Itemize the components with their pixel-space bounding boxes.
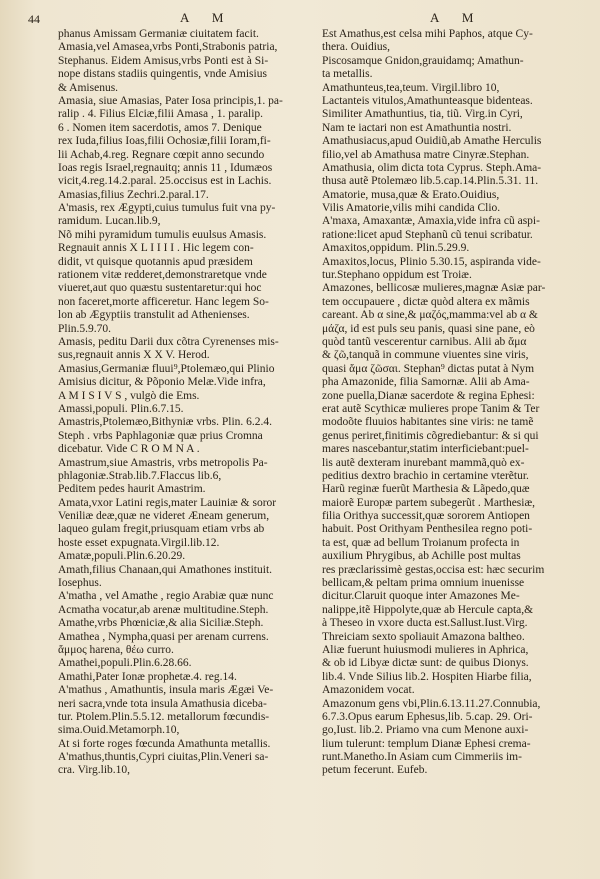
text-line: à Theseo in vxore ducta est.Sallust.Iust.Virg. [322,617,528,630]
text-line: 6 . Nomen item sacerdotis, amos 7. Denique [58,121,262,134]
text-line: laqueo gulam fregit,priusquam etiam vrbs ab [58,523,265,536]
text-line: A'mathus,thuntis,Cypri ciuitas,Plin.Veneri sa- [58,751,269,764]
text-line: ta est, quæ ad bellum Troianum profecta in [322,536,520,549]
text-line: dicebatur. Vide C R O M N A . [58,443,200,456]
text-line: Amasia,vel Amasea,vrbs Ponti,Strabonis patria, [58,41,278,54]
text-line: Peditem pedes haurit Amastrim. [58,483,206,496]
text-line: Amaxitos,oppidum. Plin.5.29.9. [322,242,470,255]
text-line: Harũ reginæ fuerũt Marthesia & Lãpedo,quæ [322,483,530,496]
text-line: filio,vel ab Amathusa matre Cinyræ.Stephan. [322,148,530,161]
text-line: Amazonidem vocat. [322,684,415,697]
text-line: At si forte roges fœcunda Amathunta metallis. [58,737,271,750]
running-head-right: A M [430,10,484,25]
text-line: A M I S I V S , vulgò die Ems. [58,389,200,402]
text-line: Nam te iactari non est Amathuntia nostri. [322,121,512,134]
text-line: vicit,4.reg.14.2.paral. 25.occisus est in Lachis. [58,175,272,188]
text-line: didit, vt quisque quotannis apud præsidem [58,255,253,268]
text-line: neri sacra,vnde tota insula Amathusia diceba- [58,697,267,710]
text-line: Amathea , Nympha,quasi per arenam currens. [58,630,269,643]
text-line: Amasius,Germaniæ fluui⁹,Ptolemæo,qui Plinio [58,362,275,375]
text-line: Steph . vrbs Paphlagoniæ quæ prius Cromna [58,429,263,442]
text-line: nalippe,itẽ Hippolyte,quæ ab Hercule capta,& [322,603,534,616]
text-line: Iosephus. [58,577,102,590]
text-line: tur.Stephano oppidum est Troiæ. [322,269,472,282]
text-line: rationem vitæ redderet,demonstraretque vnde [58,269,267,282]
text-line: maiorẽ Europæ partem subegerũt . Marthesiæ, [322,496,536,509]
text-line: dicitur.Claruit quoque inter Amazones Me- [322,590,520,603]
text-line: Piscosamque Gnidon,grauidamq; Amathun- [322,54,524,67]
text-line: viueret,aut quo quæstu sustentaretur:qui hoc [58,282,262,295]
text-line: Amastrum,siue Amastris, vrbs metropolis Pa- [58,456,268,469]
text-line: lon ab Ægyptiis transtulit ad Athenienses. [58,309,250,322]
text-line: Acmatha vocatur,ab arenæ multitudine.Steph. [58,603,269,616]
text-line: peditius dextro brachio in certamine vterẽtur. [322,469,529,482]
text-line: A'mathus , Amathuntis, insula maris Ægæi Ve- [58,684,274,697]
text-line: & ζῶ,tanquã in commune viuentes sine viris, [322,349,529,362]
text-line: erat autẽ Scythicæ mulieres prope Tanim & Ter [322,402,540,415]
text-line: petum fecerunt. Eufeb. [322,764,428,777]
text-line: Amath,filius Chanaan,qui Amathones instituit. [58,563,273,576]
text-line: A'maxa, Amaxantæ, Amaxia,vide infra cũ aspi- [322,215,540,228]
text-line: lis autẽ dexteram inurebant mammã,quò ex- [322,456,525,469]
text-line: Amazonum gens vbi,Plin.6.13.11.27.Connubia, [322,697,541,710]
text-line: phanus Amissam Germaniæ ciuitatem facit. [58,28,259,40]
text-line: Regnauit annis X L I I I I . Hic legem con- [58,242,254,255]
text-line: Similiter Amathuntius, tia, tiũ. Virg.in Cyri, [322,108,523,121]
text-line: filia Orithya successit,quæ sororem Antiopen [322,510,530,523]
text-line: μάζα, id est puls seu panis, quasi sine pane, eò [322,322,535,335]
text-line: go,Iust. lib.2. Priamo vna cum Menone auxi- [322,724,529,737]
text-line: Nõ mihi pyramidum tumulis euulsus Amasis. [58,228,267,241]
text-line: lib.4. Vnde Silius lib.2. Hospiten Hiarbe filia, [322,670,532,683]
text-line: tem occupauere , dictæ quòd altera ex mãmis [322,295,530,308]
text-line: phlagoniæ.Strab.lib.7.Flaccus lib.6, [58,469,222,482]
text-line: zone puella,Dianæ sacerdote & regina Ephesi: [322,389,535,402]
text-line: lium tulerunt: templum Dianæ Ephesi crema- [322,737,531,750]
text-line: thusa autẽ Ptolemæo lib.5.cap.14.Plin.5.31. 11. [322,175,539,188]
text-line: Veniliæ deæ,quæ ne videret Æneam generum, [58,510,270,523]
text-line: Amasia, siue Amasias, Pater Iosa principis,1. pa- [58,94,283,107]
page-number: 44 [28,12,40,26]
text-line: cra. Virg.lib.10, [58,764,131,777]
text-line: res præclarissimè gestas,occisa est: hæc securim [322,563,545,576]
text-line: pha Amazonide, filia Samornæ. Alii ab Ama- [322,376,530,389]
text-line: Amassi,populi. Plin.6.7.15. [58,402,184,415]
text-line: A'matha , vel Amathe , regio Arabiæ quæ nunc [58,590,274,603]
text-line: thera. Ouidius, [322,41,391,54]
text-line: ratione:licet apud Stephanũ cũ tenui scribatur. [322,228,533,241]
text-line: ramidum. Lucan.lib.9, [58,215,161,228]
text-line: Stephanus. Eidem Amisus,vrbs Ponti est à Si- [58,54,269,67]
text-line: A'masis, rex Ægypti,cuius tumulus fuit vna py- [58,202,276,215]
text-line: Amathusia, olim dicta tota Cyprus. Steph.Ama- [322,161,542,174]
text-line: ta metallis. [322,68,373,81]
left-text-column [58,28,308,778]
text-line: careant. Ab α sine,& μαζός,mamma:vel ab α & [322,309,538,322]
text-line: rex Iuda,filius Ioas,filii Ochosiæ,filii Ioram,fi- [58,135,271,148]
text-line: Amathunteus,tea,teum. Virgil.libro 10, [322,81,500,94]
text-line: Vilis Amatorie,vilis mihi candida Clio. [322,202,501,215]
text-line: Amathusiacus,apud Ouidiũ,ab Amathe Herculis [322,135,542,148]
text-line: Amastris,Ptolemæo,Bithyniæ vrbs. Plin. 6.2.4. [58,416,273,429]
text-line: & ob id Libyæ dictæ sunt: de quibus Dionys. [322,657,529,670]
text-line: 6.7.3.Opus earum Ephesus,lib. 5.cap. 29. Ori- [322,710,533,723]
text-line: Threiciam sexto spoliauit Amazona baltheo. [322,630,525,643]
text-line: ἄμμος harena, θέω curro. [58,643,174,656]
text-line: Amathei,populi.Plin.6.28.66. [58,657,192,670]
text-line: sus,regnauit annis X X V. Herod. [58,349,210,362]
text-line: Plin.5.9.70. [58,322,112,335]
page-header [0,10,600,30]
text-line: Amatorie, musa,quæ & Erato.Ouidius, [322,188,500,201]
running-head-left: A M [180,10,234,25]
right-text-column [322,28,584,778]
text-line: Amathe,vrbs Phœniciæ,& alia Siciliæ.Steph. [58,617,264,630]
text-line: hoste esset expugnata.Virgil.lib.12. [58,536,220,549]
text-line: Amasis, peditu Darii dux cõtra Cyrenenses mis- [58,335,279,348]
text-line: Est Amathus,est celsa mihi Paphos, atque Cy- [322,28,533,40]
text-line: Amisius dicitur, & Põponio Melæ.Vide infra, [58,376,266,389]
text-line: Ioas regis Israel,regnauitq; annis 11 , Idumæos [58,161,273,174]
text-line: genus periret,finitimis cõgrediebantur: & si qui [322,429,539,442]
text-line: nope distans stadiis quingentis, vnde Amisius [58,68,267,81]
text-line: auxilium Phrygibus, ab Achille post multas [322,550,521,563]
text-line: Amasias,filius Zechri.2.paral.17. [58,188,209,201]
text-line: runt.Manetho.In Asiam cum Cimmeriis im- [322,751,522,764]
text-line: mares nascebantur,statim interficiebant:puel- [322,443,529,456]
text-line: habuit. Post Orithyam Penthesilea regno poti- [322,523,533,536]
text-line: sima.Ouid.Metamorph.10, [58,724,180,737]
text-line: Amathi,Pater Ionæ prophetæ.4. reg.14. [58,670,237,683]
text-line: Lactanteis vitulos,Amathunteasque bidenteas. [322,94,533,107]
text-line: non faceret,morte afficeretur. Hanc legem So- [58,295,269,308]
text-line: lii Achab,4.reg. Regnare cœpit anno secundo [58,148,265,161]
text-line: bellicam,& peltam prima omnium inuenisse [322,577,525,590]
text-line: modoõte fluuios habitantes sine viris: ne tamẽ [322,416,534,429]
text-line: Amazones, bellicosæ mulieres,magnæ Asiæ par- [322,282,546,295]
text-line: quòd tantũ vescerentur carnibus. Alii ab ἅμα [322,335,527,348]
text-line: & Amisenus. [58,81,119,94]
text-line: quasi ἅμα ζῶσαι. Stephan⁹ dictas putat à Nym [322,362,535,375]
text-line: Amata,vxor Latini regis,mater Lauiniæ & soror [58,496,277,509]
text-line: tur. Ptolem.Plin.5.5.12. metallorum fœcundis- [58,710,270,723]
text-line: Aliæ fuerunt huiusmodi mulieres in Aphrica, [322,643,529,656]
text-line: Amatæ,populi.Plin.6.20.29. [58,550,186,563]
text-line: Amaxitos,locus, Plinio 5.30.15, aspiranda vide- [322,255,541,268]
text-line: ralip . 4. Filius Elciæ,filii Amasa , 1. paralip. [58,108,264,121]
